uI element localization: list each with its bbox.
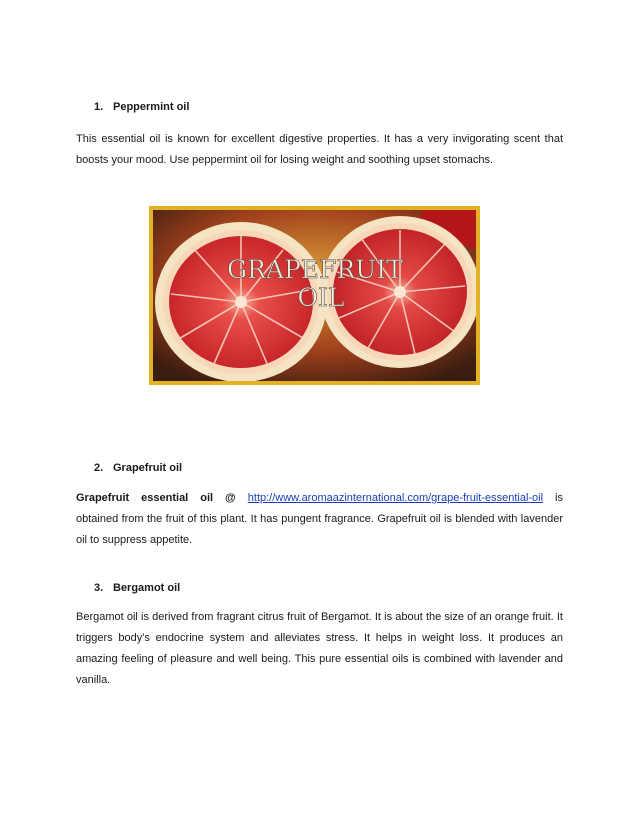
paragraph-text: This essential oil is known for excellent digestive properties. It has a very invigorating scent that boosts your mood. Use peppermint oil for losing weight and soothing upset stomachs.	[76, 133, 563, 166]
section-heading-peppermint	[94, 101, 189, 113]
grapefruit-oil-link[interactable]: http://www.aromaazinternational.com/grape-fruit-essential-oil	[247, 492, 544, 504]
section-heading-bergamot	[94, 582, 180, 594]
section-title: Grapefruit oil	[113, 462, 183, 474]
section-title: Peppermint oil	[113, 101, 190, 113]
paragraph-text	[76, 488, 563, 551]
paragraph-text: Bergamot oil is derived from fragrant citrus fruit of Bergamot. It is about the size of an orange fruit. It triggers body's endocrine system and alleviates stress. It helps in weight loss. It produces an amazing feeling of pleasure and well being. This pure essential oils is combined with lavender and vanilla.	[76, 611, 563, 686]
grapefruit-oil-image	[149, 206, 480, 385]
section-title: Bergamot oil	[113, 582, 181, 594]
paragraph-grapefruit	[76, 488, 563, 551]
section-number: 3.	[94, 582, 104, 594]
section-heading-grapefruit	[94, 462, 182, 474]
lead-bold-text: Grapefruit essential oil @	[76, 492, 236, 504]
grapefruit-illustration	[153, 210, 476, 381]
section-number: 2.	[94, 462, 104, 474]
section-number: 1.	[94, 101, 104, 113]
paragraph-peppermint	[76, 129, 563, 171]
image-caption-line1: GRAPEFRUIT	[227, 255, 403, 284]
paragraph-rest: is obtained from the fruit of this plant. It has pungent fragrance. Grapefruit oil is blended with lavender oil to suppress appetite.	[76, 492, 564, 546]
image-caption-line2: OIL	[297, 283, 345, 312]
paragraph-bergamot	[76, 607, 563, 691]
